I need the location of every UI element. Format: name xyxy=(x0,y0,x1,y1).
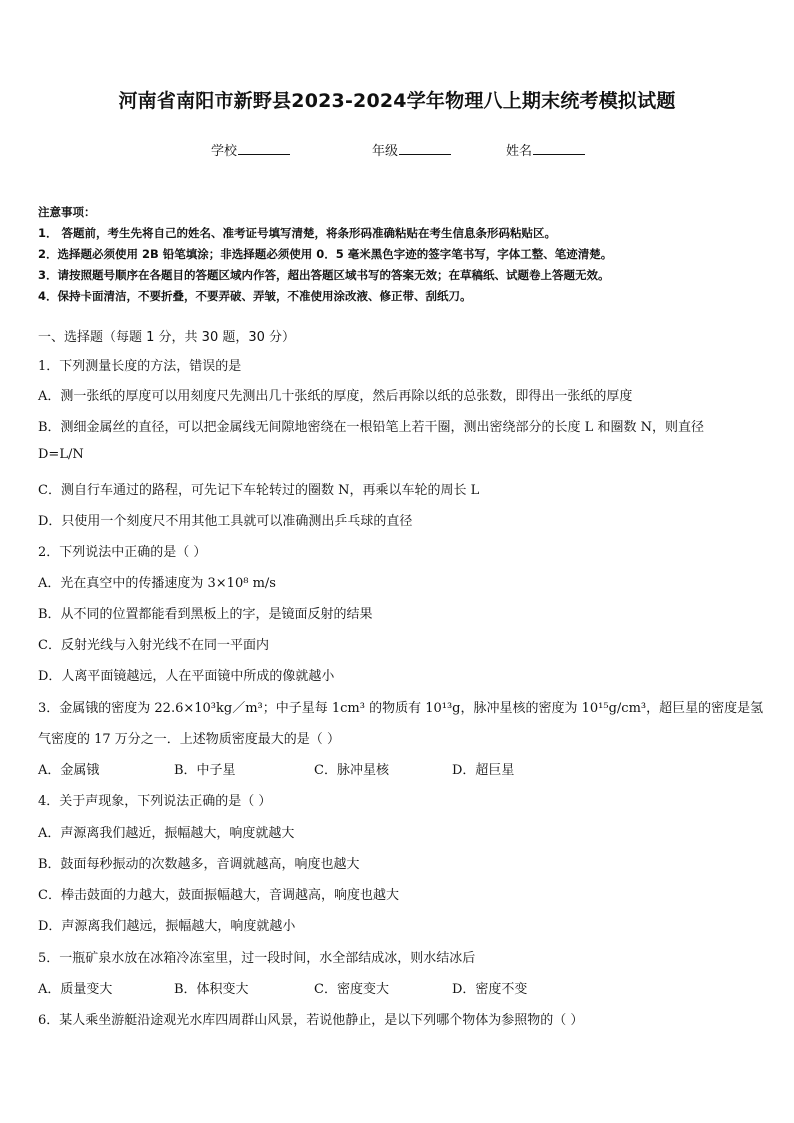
question-5-option-d: D．密度不变 xyxy=(452,982,528,997)
question-1-option-a: A．测一张纸的厚度可以用刻度尺先测出几十张纸的厚度，然后再除以纸的总张数，即得出一张纸的厚度 xyxy=(38,389,633,404)
question-1-stem: 1．下列测量长度的方法，错误的是 xyxy=(38,359,242,374)
note-item: 3．请按照题号顺序在各题目的答题区域内作答，超出答题区域书写的答案无效；在草稿纸、试题卷上答题无效。 xyxy=(38,268,610,282)
question-2-option-a: A．光在真空中的传播速度为 3×10⁸ m/s xyxy=(38,576,276,591)
grade-blank[interactable] xyxy=(399,141,451,155)
question-5-option-c: C．密度变大 xyxy=(314,982,389,997)
question-2-option-b: B．从不同的位置都能看到黑板上的字，是镜面反射的结果 xyxy=(38,607,373,622)
question-3-option-a: A．金属锇 xyxy=(38,763,100,778)
notes-block xyxy=(38,202,758,307)
question-4-option-c: C．棒击鼓面的力越大，鼓面振幅越大，音调越高，响度也越大 xyxy=(38,888,399,903)
question-3-stem-cont: 气密度的 17 万分之一．上述物质密度最大的是（ ） xyxy=(38,732,340,747)
question-1-option-d: D．只使用一个刻度尺不用其他工具就可以准确测出乒乓球的直径 xyxy=(38,514,413,529)
name-blank[interactable] xyxy=(533,141,585,155)
question-2-option-d: D．人离平面镜越远，人在平面镜中所成的像就越小 xyxy=(38,669,335,684)
question-2-stem: 2．下列说法中正确的是（ ） xyxy=(38,545,207,560)
question-6-stem: 6．某人乘坐游艇沿途观光水库四周群山风景，若说他静止，是以下列哪个物体为参照物的（ ） xyxy=(38,1013,584,1028)
question-1-option-c: C．测自行车通过的路程，可先记下车轮转过的圈数 N，再乘以车轮的周长 L xyxy=(38,483,480,498)
question-4-option-a: A．声源离我们越近，振幅越大，响度就越大 xyxy=(38,826,295,841)
question-4-option-b: B．鼓面每秒振动的次数越多，音调就越高，响度也越大 xyxy=(38,857,360,872)
question-3-option-c: C．脉冲星核 xyxy=(314,763,389,778)
question-1-option-b: B．测细金属丝的直径，可以把金属线无间隙地密绕在一根铅笔上若干圈，测出密绕部分的长度 L 和圈数 N，则直径 xyxy=(38,420,704,435)
question-3-option-b: B．中子星 xyxy=(174,763,236,778)
question-4-option-d: D．声源离我们越远，振幅越大，响度就越小 xyxy=(38,919,296,934)
section-title: 一、选择题（每题 1 分，共 30 题，30 分） xyxy=(38,330,296,345)
school-blank[interactable] xyxy=(238,141,290,155)
question-3-option-d: D．超巨星 xyxy=(452,763,515,778)
note-item: 2．选择题必须使用 2B 铅笔填涂；非选择题必须使用 0．5 毫米黑色字迹的签字笔书写，字体工整、笔迹清楚。 xyxy=(38,247,613,261)
question-2-option-c: C．反射光线与入射光线不在同一平面内 xyxy=(38,638,269,653)
question-5-option-a: A．质量变大 xyxy=(38,982,113,997)
question-1-option-b-cont: D=L/N xyxy=(38,447,84,462)
question-3-stem: 3．金属锇的密度为 22.6×10³kg／m³；中子星每 1cm³ 的物质有 10¹³g，脉冲星核的密度为 10¹⁵g/cm³，超巨星的密度是氢 xyxy=(38,701,764,716)
note-item: 1． 答题前，考生先将自己的姓名、准考证号填写清楚，将条形码准确粘贴在考生信息条形码粘贴区。 xyxy=(38,226,556,240)
name-label: 姓名 xyxy=(506,144,533,159)
grade-field[interactable] xyxy=(372,140,451,159)
question-4-stem: 4．关于声现象，下列说法正确的是（ ） xyxy=(38,794,272,809)
notes-heading: 注意事项： xyxy=(38,205,96,219)
question-5-stem: 5．一瓶矿泉水放在冰箱冷冻室里，过一段时间，水全部结成冰，则水结冰后 xyxy=(38,951,476,966)
page-title: 河南省南阳市新野县2023-2024学年物理八上期末统考模拟试题 xyxy=(118,90,676,112)
school-field[interactable] xyxy=(211,140,290,159)
name-field[interactable] xyxy=(506,140,585,159)
grade-label: 年级 xyxy=(372,144,399,159)
note-item: 4．保持卡面清洁，不要折叠，不要弄破、弄皱，不准使用涂改液、修正带、刮纸刀。 xyxy=(38,289,472,303)
question-5-option-b: B．体积变大 xyxy=(174,982,249,997)
school-label: 学校 xyxy=(211,144,238,159)
